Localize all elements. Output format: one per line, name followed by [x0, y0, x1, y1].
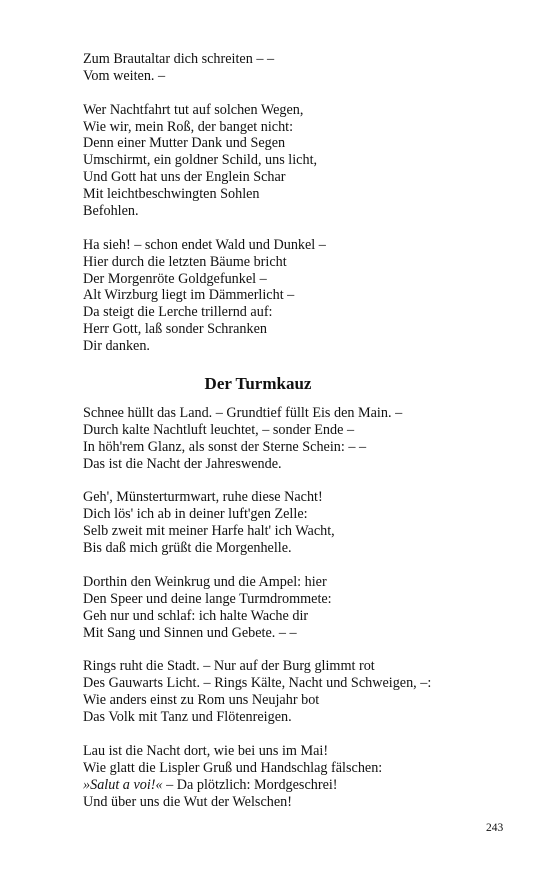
verse-line: Lau ist die Nacht dort, wie bei uns im Mai! — [83, 742, 329, 759]
verse-line: Alt Wirzburg liegt im Dämmerlicht – — [83, 287, 295, 304]
book-page — [83, 51, 483, 827]
poem1-stanza-3 — [83, 237, 483, 355]
verse-line: Rings ruht die Stadt. – Nur auf der Burg glimmt rot — [83, 658, 375, 675]
verse-line: Schnee hüllt das Land. – Grundtief füllt Eis den Main. – — [83, 405, 403, 422]
verse-line: Des Gauwarts Licht. – Rings Kälte, Nacht und Schweigen, –: — [83, 675, 432, 692]
verse-line: Wie anders einst zu Rom uns Neujahr bot — [83, 692, 320, 709]
page-number: 243 — [486, 822, 504, 834]
italic-phrase: »Salut a voi!« — [83, 776, 163, 793]
poem2-stanza-3 — [83, 574, 483, 642]
verse-line: Befohlen. — [83, 203, 139, 220]
verse-line: Den Speer und deine lange Turmdrommete: — [83, 590, 332, 607]
verse-line: Dich lös' ich ab in deiner luft'gen Zelle: — [83, 506, 308, 523]
poem2-stanza-5 — [83, 743, 483, 811]
verse-line: Mit Sang und Sinnen und Gebete. – – — [83, 624, 297, 641]
verse-line: Das ist die Nacht der Jahreswende. — [83, 455, 282, 472]
verse-line: In höh'rem Glanz, als sonst der Sterne Schein: – – — [83, 438, 367, 455]
verse-line: Selb zweit mit meiner Harfe halt' ich Wacht, — [83, 523, 335, 540]
verse-line: Und Gott hat uns der Englein Schar — [83, 169, 286, 186]
verse-line: Dorthin den Weinkrug und die Ampel: hier — [83, 573, 327, 590]
poem2-stanza-2 — [83, 489, 483, 557]
verse-line: Wer Nachtfahrt tut auf solchen Wegen, — [83, 101, 304, 118]
verse-line: Hier durch die letzten Bäume bricht — [83, 253, 287, 270]
verse-line: Und über uns die Wut der Welschen! — [83, 793, 292, 810]
verse-line: Herr Gott, laß sonder Schranken — [83, 321, 267, 338]
verse-line: Ha sieh! – schon endet Wald und Dunkel – — [83, 236, 326, 253]
verse-line — [83, 777, 483, 794]
poem2-stanza-1 — [83, 405, 483, 473]
verse-line: Geh nur und schlaf: ich halte Wache dir — [83, 607, 309, 624]
verse-line-rest: – Da plötzlich: Mordgeschrei! — [166, 776, 338, 793]
verse-line: Wie glatt die Lispler Gruß und Handschlag fälschen: — [83, 759, 383, 776]
verse-line: Bis daß mich grüßt die Morgenhelle. — [83, 540, 292, 557]
verse-line: Vom weiten. – — [83, 67, 166, 84]
poem1-stanza-1 — [83, 51, 483, 85]
verse-line: Mit leichtbeschwingten Sohlen — [83, 186, 260, 203]
verse-line: Da steigt die Lerche trillernd auf: — [83, 304, 273, 321]
verse-line: Geh', Münsterturmwart, ruhe diese Nacht! — [83, 489, 323, 506]
verse-line: Umschirmt, ein goldner Schild, uns licht, — [83, 152, 318, 169]
poem2-stanza-4 — [83, 658, 483, 726]
verse-line: Wie wir, mein Roß, der banget nicht: — [83, 118, 294, 135]
verse-line: Denn einer Mutter Dank und Segen — [83, 135, 286, 152]
poem1-stanza-2 — [83, 102, 483, 220]
poem-title: Der Turmkauz — [204, 374, 312, 394]
verse-line: Der Morgenröte Goldgefunkel – — [83, 270, 267, 287]
verse-line: Das Volk mit Tanz und Flötenreigen. — [83, 709, 292, 726]
verse-line: Zum Brautaltar dich schreiten – – — [83, 51, 275, 67]
verse-line: Dir danken. — [83, 338, 150, 355]
verse-line: Durch kalte Nachtluft leuchtet, – sonder Ende – — [83, 421, 355, 438]
